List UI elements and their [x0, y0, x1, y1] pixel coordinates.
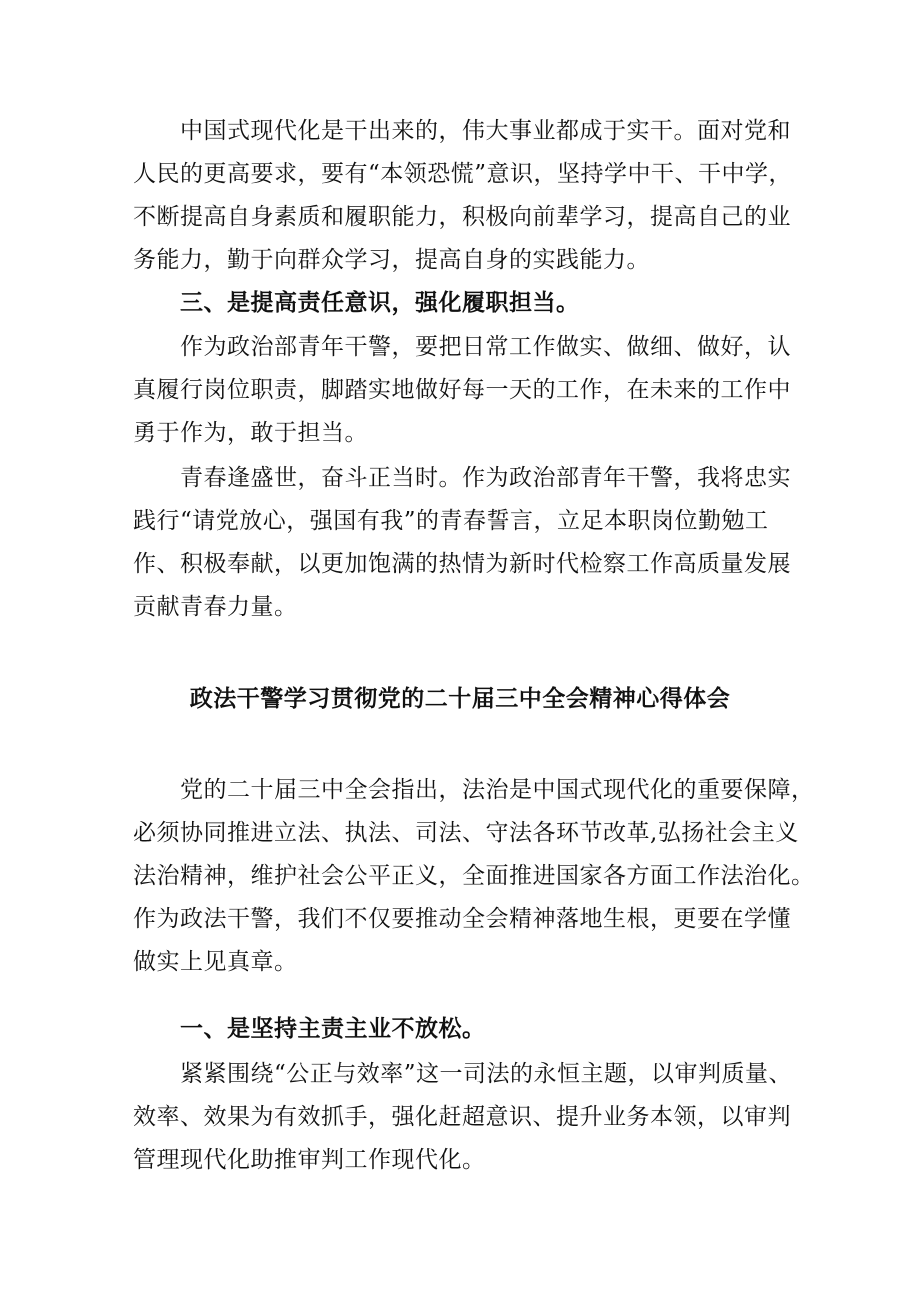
paragraph-line: 勇于作为，敢于担当。: [133, 420, 368, 446]
paragraph-line: 必须协同推进立法、执法、司法、守法各环节改革,弘扬社会主义: [133, 820, 799, 846]
paragraph-line: 贡献青春力量。: [133, 594, 298, 620]
section-heading: 一、是坚持主责主业不放松。: [180, 1015, 486, 1042]
paragraph-line: 作为政法干警，我们不仅要推动全会精神落地生根，更要在学懂: [133, 906, 791, 932]
paragraph-line: 效率、效果为有效抓手，强化赶超意识、提升业务本领，以审判: [133, 1104, 791, 1130]
paragraph-line: 党的二十届三中全会指出，法治是中国式现代化的重要保障，: [180, 777, 815, 803]
paragraph-line: 法治精神，维护社会公平正义，全面推进国家各方面工作法治化。: [133, 863, 815, 889]
paragraph-line: 管理现代化助推审判工作现代化。: [133, 1147, 486, 1173]
paragraph-line: 真履行岗位职责，脚踏实地做好每一天的工作，在未来的工作中: [133, 377, 791, 403]
paragraph-line: 务能力，勤于向群众学习，提高自身的实践能力。: [133, 247, 650, 273]
paragraph-line: 做实上见真章。: [133, 949, 298, 975]
paragraph-line: 人民的更高要求，要有“本领恐慌”意识，坚持学中干、干中学，: [133, 161, 793, 187]
article-title: 政法干警学习贯彻党的二十届三中全会精神心得体会: [189, 685, 731, 712]
paragraph-line: 不断提高自身素质和履职能力，积极向前辈学习，提高自己的业: [133, 204, 791, 230]
paragraph-line: 践行“请党放心，强国有我”的青春誓言，立足本职岗位勤勉工: [133, 508, 769, 534]
paragraph-line: 中国式现代化是干出来的，伟大事业都成于实干。面对党和: [180, 118, 791, 144]
paragraph-line: 紧紧围绕“公正与效率”这一司法的永恒主题，以审判质量、: [180, 1061, 793, 1087]
section-heading: 三、是提高责任意识，强化履职担当。: [180, 289, 580, 316]
paragraph-line: 作为政治部青年干警，要把日常工作做实、做细、做好，认: [180, 334, 791, 360]
paragraph-line: 青春逢盛世，奋斗正当时。作为政治部青年干警，我将忠实: [180, 465, 791, 491]
paragraph-line: 作、积极奉献，以更加饱满的热情为新时代检察工作高质量发展: [133, 551, 791, 577]
